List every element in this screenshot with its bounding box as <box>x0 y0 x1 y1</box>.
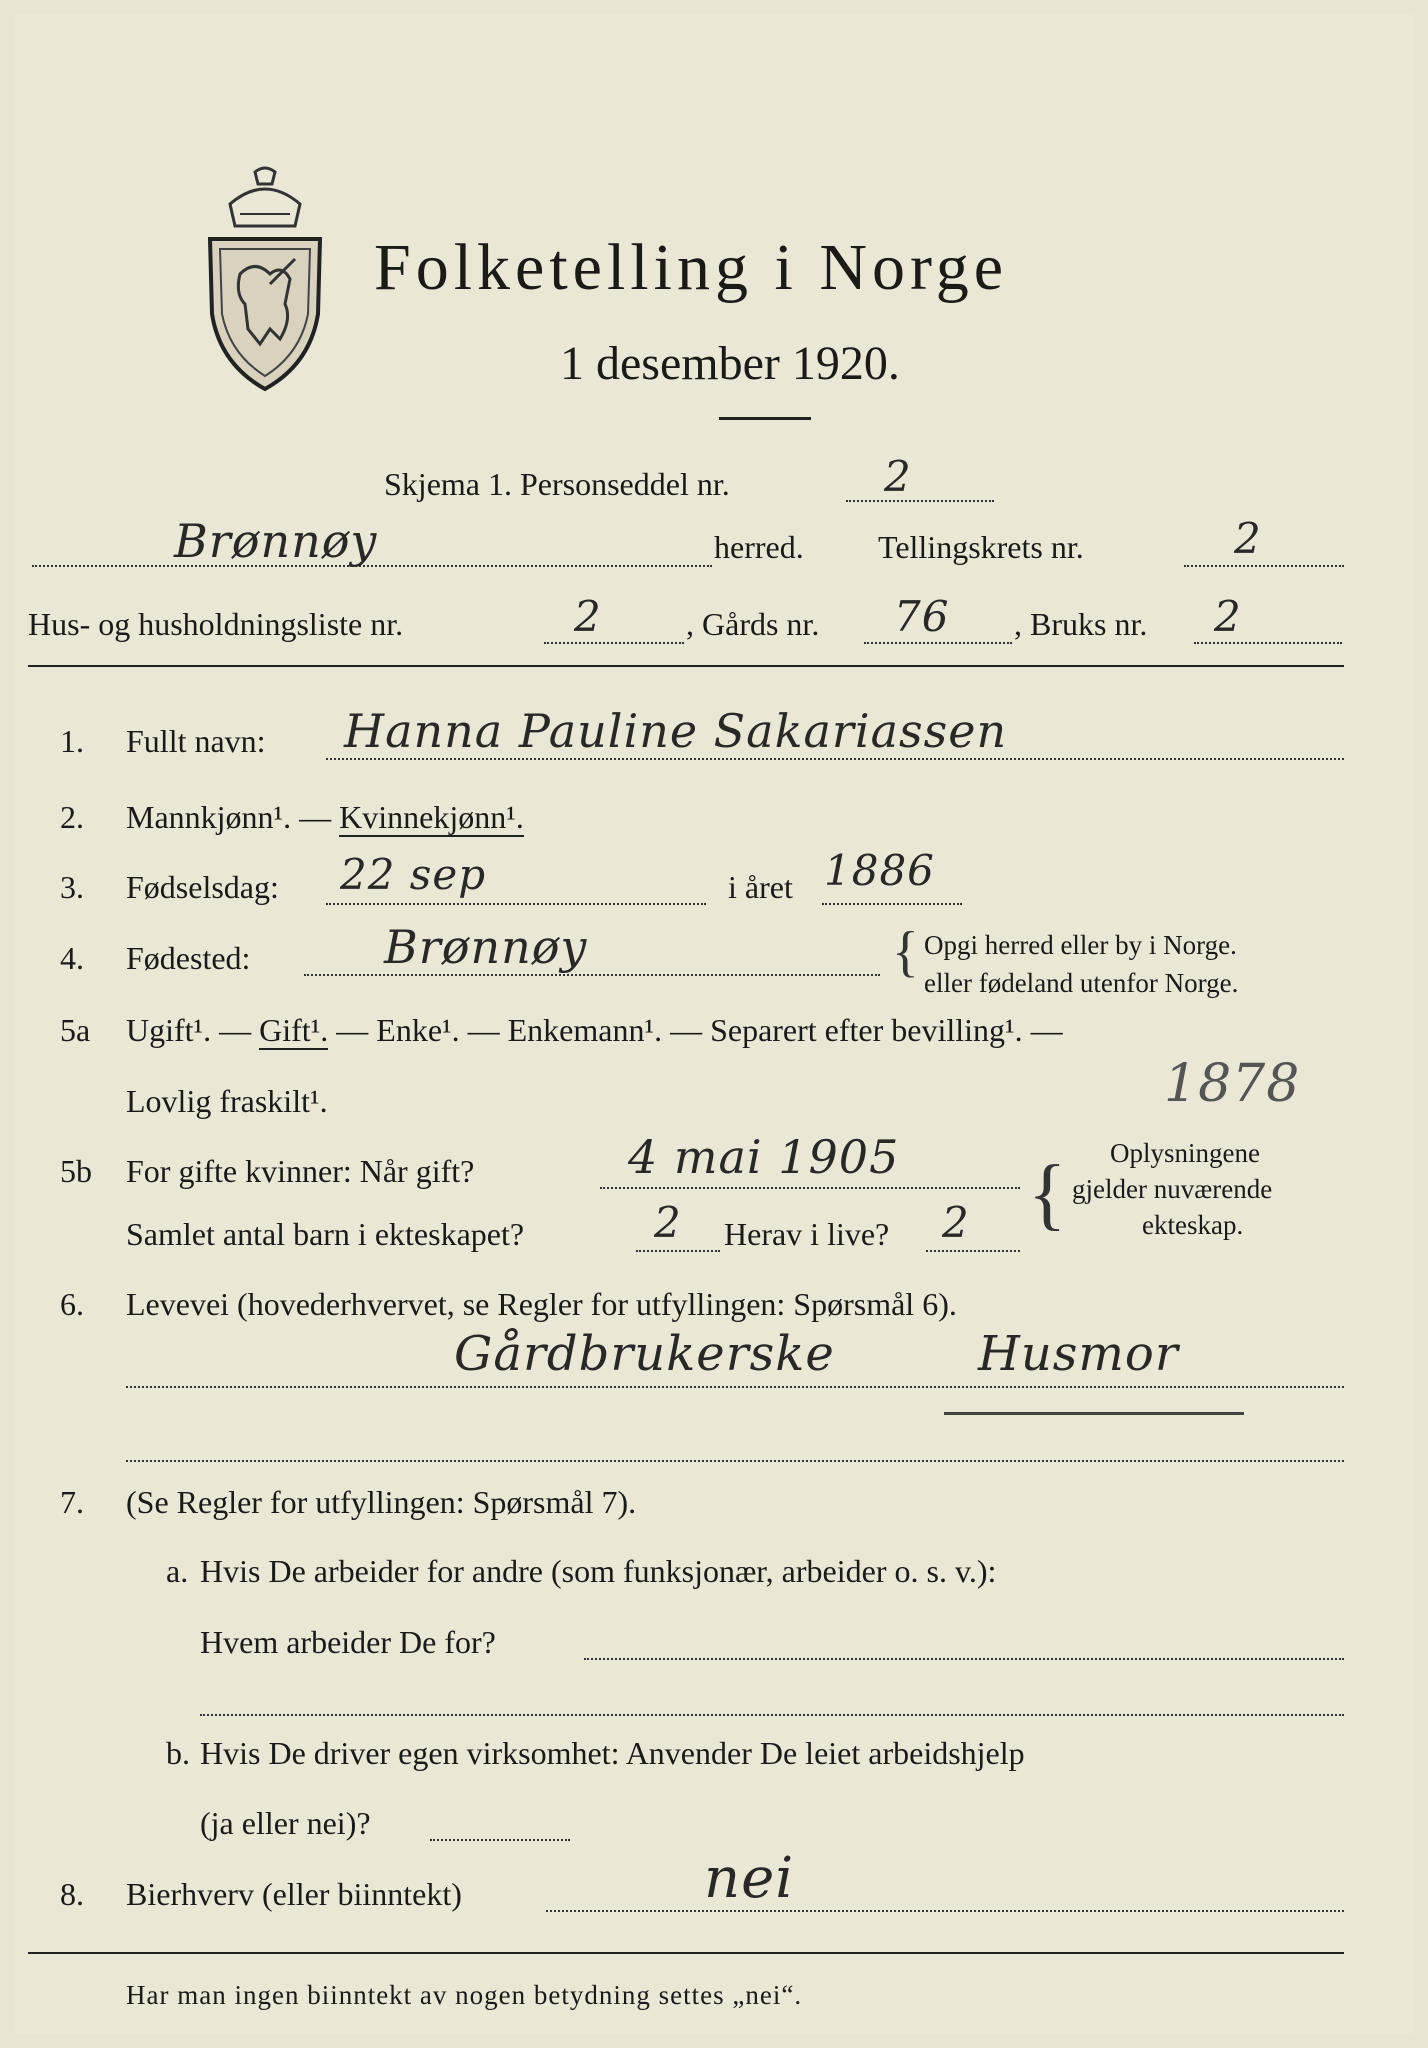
q4-note-brace: { <box>892 921 919 983</box>
q5b-children-label: Samlet antal barn i ekteskapet? <box>126 1216 525 1252</box>
q5b-alive-dots <box>926 1250 1020 1252</box>
q3-value: 22 sep <box>340 850 487 899</box>
q7-number: 7. <box>60 1484 84 1520</box>
q7b-dots <box>430 1839 570 1841</box>
tellingskrets-label: Tellingskrets nr. <box>878 529 1084 565</box>
q7b-question: (ja eller nei)? <box>200 1805 371 1841</box>
footer-divider <box>28 1952 1344 1954</box>
q5b-label: For gifte kvinner: Når gift? <box>126 1153 475 1189</box>
q7b-number: b. <box>166 1735 190 1771</box>
q1-value: Hanna Pauline Sakariassen <box>344 704 1008 758</box>
q3-year-dots <box>822 903 962 905</box>
q2-female-option: Kvinnekjønn¹. <box>339 799 524 835</box>
q6-dots-1 <box>126 1386 1344 1388</box>
q1-label: Fullt navn: <box>126 723 266 759</box>
q4-number: 4. <box>60 940 84 976</box>
q5b-value: 4 mai 1905 <box>628 1130 900 1184</box>
q5b-alive-label: Herav i live? <box>724 1216 890 1252</box>
q7a-label: Hvis De arbeider for andre (som funksjonær, arbeider o. s. v.): <box>200 1553 997 1589</box>
q2-separator: — <box>291 799 340 835</box>
gards-value: 76 <box>894 592 950 641</box>
herred-value: Brønnøy <box>174 514 378 568</box>
q7a-dots-2 <box>200 1714 1344 1716</box>
q7a-question: Hvem arbeider De for? <box>200 1624 496 1660</box>
coat-of-arms-icon <box>200 164 330 394</box>
q1-dots <box>326 758 1344 760</box>
tellingskrets-dots <box>1184 565 1344 567</box>
q5a-gift-option: Gift¹. <box>259 1012 329 1048</box>
husholdning-value: 2 <box>574 592 602 641</box>
q4-note-line2: eller fødeland utenfor Norge. <box>924 968 1239 998</box>
q6-number: 6. <box>60 1286 84 1322</box>
census-form <box>14 14 1414 2034</box>
q6-value-2: Husmor <box>978 1326 1179 1382</box>
q7b-label: Hvis De driver egen virksomhet: Anvender De leiet arbeidshjelp <box>200 1735 1025 1771</box>
q7a-number: a. <box>166 1553 189 1589</box>
schema-label: Skjema 1. Personseddel nr. <box>384 466 730 502</box>
q5a-line2: Lovlig fraskilt¹. <box>126 1083 328 1119</box>
q3-number: 3. <box>60 869 84 905</box>
form-subtitle: 1 desember 1920. <box>560 337 900 390</box>
q5b-number: 5b <box>60 1153 92 1189</box>
q2-number: 2. <box>60 799 84 835</box>
bruks-label: , Bruks nr. <box>1014 606 1148 642</box>
header-divider <box>28 665 1344 667</box>
herred-label: herred. <box>714 529 804 565</box>
q3-label: Fødselsdag: <box>126 869 279 905</box>
q4-value: Brønnøy <box>384 920 588 974</box>
q3-dots <box>326 903 706 905</box>
q7-label: (Se Regler for utfyllingen: Spørsmål 7). <box>126 1484 637 1520</box>
tellingskrets-value: 2 <box>1234 514 1262 563</box>
q2-options <box>126 797 524 837</box>
q8-label: Bierhverv (eller biinntekt) <box>126 1876 462 1912</box>
q5a-separator: — <box>211 1012 260 1048</box>
q7a-dots-1 <box>584 1658 1344 1660</box>
q5b-note-line3: ekteskap. <box>1142 1210 1244 1240</box>
schema-dots <box>846 500 994 502</box>
q5a-annotation: 1878 <box>1164 1054 1301 1114</box>
q5b-note-brace: { <box>1028 1150 1067 1238</box>
q6-dots-2 <box>126 1460 1344 1462</box>
q5a-ugift-option: Ugift¹. <box>126 1012 212 1048</box>
gards-dots <box>864 642 1012 644</box>
q6-label: Levevei (hovederhvervet, se Regler for utfyllingen: Spørsmål 6). <box>126 1286 957 1322</box>
q5b-children-dots <box>636 1250 720 1252</box>
q5a-other-options: — Enke¹. — Enkemann¹. — Separert efter bevilling¹. — <box>336 1012 1063 1048</box>
q4-dots <box>304 974 880 976</box>
title-divider <box>719 417 811 420</box>
q8-dots <box>546 1910 1344 1912</box>
q5b-note-line2: gjelder nuværende <box>1072 1174 1273 1204</box>
q1-number: 1. <box>60 723 84 759</box>
q5b-note-line1: Oplysningene <box>1110 1138 1260 1168</box>
q5b-children-value: 2 <box>654 1198 682 1247</box>
q6-value-1: Gårdbrukerske <box>454 1326 835 1382</box>
footer-note: Har man ingen biinntekt av nogen betydning settes „nei“. <box>126 1980 803 2010</box>
husholdning-label: Hus- og husholdningsliste nr. <box>28 606 404 642</box>
form-title: Folketelling i Norge <box>374 231 1009 304</box>
q8-value: nei <box>704 1846 795 1911</box>
q5a-options <box>126 1010 1063 1050</box>
husholdning-dots <box>544 642 684 644</box>
bruks-dots <box>1194 642 1342 644</box>
bruks-value: 2 <box>1214 592 1242 641</box>
q8-number: 8. <box>60 1876 84 1912</box>
schema-value: 2 <box>884 452 912 501</box>
q3-year-label: i året <box>728 869 793 905</box>
q5a-number: 5a <box>60 1012 91 1048</box>
q5b-dots <box>600 1187 1020 1189</box>
q4-note-line1: Opgi herred eller by i Norge. <box>924 930 1237 960</box>
q2-male-option: Mannkjønn¹. <box>126 799 292 835</box>
q3-year-value: 1886 <box>824 846 935 895</box>
q5b-alive-value: 2 <box>942 1198 970 1247</box>
q6-strike-underline <box>944 1412 1244 1415</box>
q4-label: Fødested: <box>126 940 251 976</box>
gards-label: , Gårds nr. <box>686 606 820 642</box>
